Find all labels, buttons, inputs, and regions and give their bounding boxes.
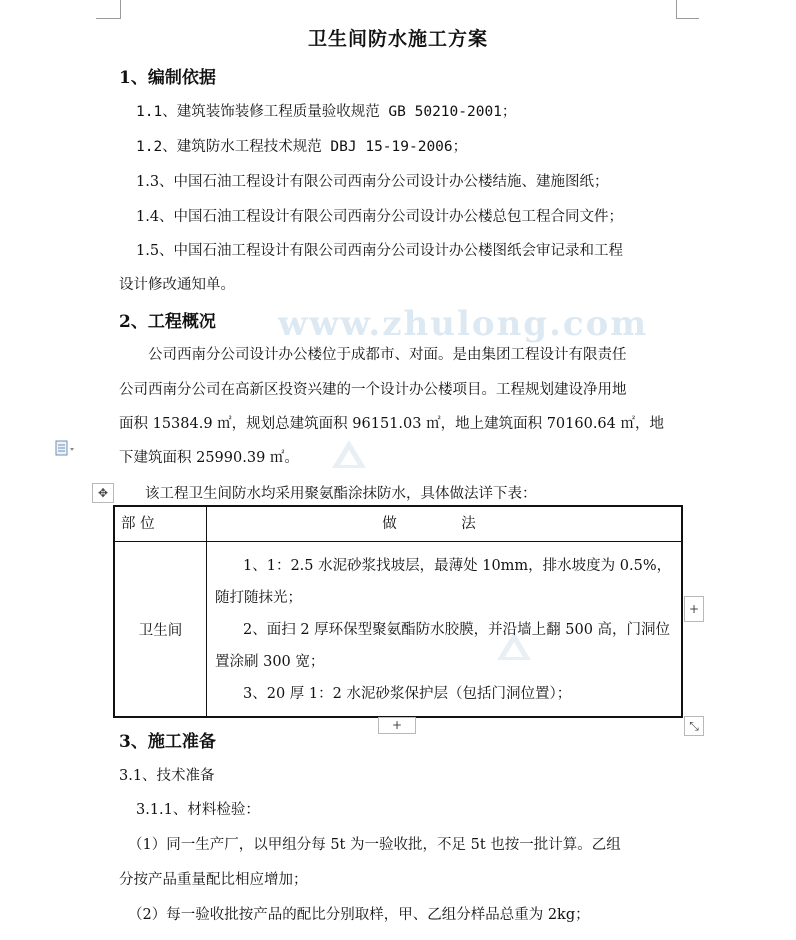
table-row-label: 卫生间: [114, 542, 207, 718]
basis-item-5-cont: 设计修改通知单。: [119, 277, 235, 293]
construction-method-table: [113, 505, 683, 718]
table-intro: 该工程卫生间防水均采用聚氨酯涂抹防水，具体做法详下表：: [145, 486, 537, 502]
subsection-3-1-1: 3.1.1、材料检验：: [136, 802, 260, 818]
overview-line-3: 面积 15384.9 ㎡，规划总建筑面积 96151.03 ㎡，地上建筑面积 70160.64 ㎡，地: [119, 416, 664, 432]
method-step-1: 1、1：2.5 水泥砂浆找坡层，最薄处 10mm，排水坡度为 0.5%，随打随抹光；: [215, 558, 672, 606]
subsection-3-1: 3.1、技术准备: [119, 768, 215, 784]
page-corner-mark-top-right: [676, 0, 699, 19]
table-method-cell: [207, 542, 683, 718]
method-step-3: 3、20 厚 1：2 水泥砂浆保护层（包括门洞位置）；: [243, 686, 572, 702]
add-column-button[interactable]: +: [684, 596, 704, 622]
prep-line-3: （2）每一验收批按产品的配比分别取样，甲、乙组分样品总重为 2kg；: [128, 907, 590, 923]
section-heading-1: 1、编制依据: [119, 68, 216, 88]
basis-item-1: 1.1、建筑装饰装修工程质量验收规范 GB 50210-2001；: [136, 104, 517, 120]
table-move-handle-icon[interactable]: ✥: [92, 483, 114, 503]
method-step-2: 2、面扫 2 厚环保型聚氨酯防水胶膜，并沿墙上翻 500 高，门洞位置涂刷 300 宽；: [215, 622, 671, 670]
basis-item-4: 1.4、中国石油工程设计有限公司西南分公司设计办公楼总包工程合同文件；: [136, 209, 624, 225]
overview-line-4: 下建筑面积 25990.39 ㎡。: [119, 450, 299, 466]
table-header-method: 做 法: [207, 506, 683, 542]
prep-line-2: 分按产品重量配比相应增加；: [119, 872, 308, 888]
basis-item-2: 1.2、建筑防水工程技术规范 DBJ 15-19-2006；: [136, 139, 468, 155]
basis-item-5: 1.5、中国石油工程设计有限公司西南分公司设计办公楼图纸会审记录和工程: [136, 243, 624, 259]
overview-line-1: 公司西南分公司设计办公楼位于成都市、对面。是由集团工程设计有限责任: [148, 347, 627, 363]
overview-line-2: 公司西南分公司在高新区投资兴建的一个设计办公楼项目。工程规划建设净用地: [119, 382, 627, 398]
document-title: 卫生间防水施工方案: [307, 28, 488, 50]
watermark: www.zhulong.com: [278, 304, 649, 344]
basis-item-3: 1.3、中国石油工程设计有限公司西南分公司设计办公楼结施、建施图纸；: [136, 174, 609, 190]
watermark-logo-icon: [330, 438, 368, 472]
add-row-button[interactable]: +: [378, 717, 416, 734]
page-corner-mark-top-left: [96, 0, 121, 19]
document-options-icon[interactable]: [55, 440, 75, 458]
prep-line-1: （1）同一生产厂，以甲组分每 5t 为一验收批，不足 5t 也按一批计算。乙组: [128, 837, 621, 853]
section-heading-3: 3、施工准备: [119, 732, 216, 752]
section-heading-2: 2、工程概况: [119, 312, 216, 332]
table-header-location: 部 位: [114, 506, 207, 542]
table-resize-handle-icon[interactable]: ⤡: [684, 716, 704, 736]
